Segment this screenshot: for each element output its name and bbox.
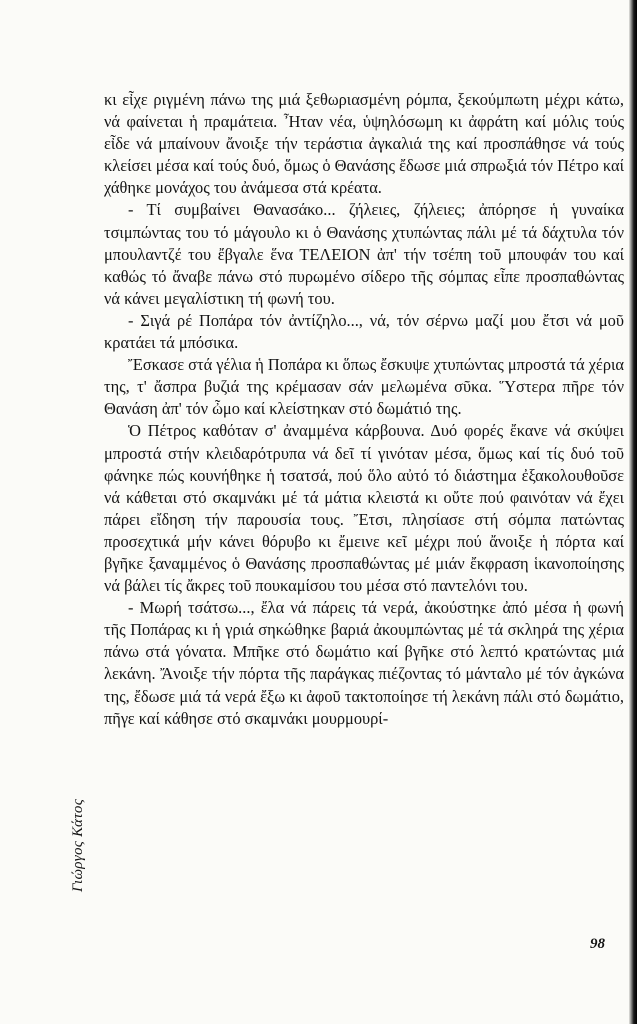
paragraph: Ἔσκασε στά γέλια ἡ Ποπάρα κι ὅπως ἔσκυψε χτυπώντας μπροστά τά χέρια της, τ' ἄσπρα βυζιά της κρέμασαν σάν μελωμένα σῦκα. Ὕστερα πῆρε τόν Θανάση ἀπ' τόν ὦμο καί κλείστηκαν στό δωμάτιό της. (104, 355, 624, 419)
paragraph: - Μωρή τσάτσω..., ἔλα νά πάρεις τά νερά, ἀκούστηκε ἀπό μέσα ἡ φωνή τῆς Ποπάρας κι ἡ γριά σηκώθηκε βαριά ἀκουμπώντας μέ τά σκληρά της χέρια πάνω στά γόνατα. Μπῆκε στό δωμάτιο καί βγῆκε στό λεπτό κρατώντας μιά λεκάνη. Ἄνοιξε τήν πόρτα τῆς παράγκας πιέζοντας τό μάνταλο μέ τόν ἀγκώνα της, ἔδωσε μιά τά νερά ἔξω κι ἀφοῦ τακτοποίησε τή λεκάνη πάλι στό δωμάτιο, πῆγε καί κάθησε στό σκαμνάκι μουρμουρί- (104, 598, 624, 728)
paragraph: Ὁ Πέτρος καθόταν σ' ἀναμμένα κάρβουνα. Δυό φορές ἔκανε νά σκύψει μπροστά στήν κλειδαρότρυπα νά δεῖ τί γινόταν μέσα, ὅμως καί τίς δυό τοῦ φάνηκε πώς κουνήθηκε ἡ τσατσά, πού ὅλο αὐτό τό διάστημα ἐξακολουθοῦσε νά κάθεται στό σκαμνάκι μέ τά μάτια κλειστά κι οὔτε πού φαινόταν νά ἔχει πάρει εἴδηση τήν παρουσία τους. Ἔτσι, πλησίασε στή σόμπα πατώντας προσεχτικά μήν κάνει θόρυβο κι ἔμεινε κεῖ μέχρι πού ἄνοιξε ἡ πόρτα καί βγῆκε ξαναμμένος ὁ Θανάσης προσπαθώντας μέ μιάν ἔκφραση ἱκανοποίησης νά βάλει τίς ἄκρες τοῦ πουκαμίσου του μέσα στό παντελόνι του. (104, 421, 624, 596)
paragraph: - Σιγά ρέ Ποπάρα τόν ἀντίζηλο..., νά, τόν σέρνω μαζί μου ἔτσι νά μοῦ κρατάει τά μπόσικα. (104, 310, 624, 353)
paragraph: κι εἶχε ριγμένη πάνω της μιά ξεθωριασμένη ρόμπα, ξεκούμπωτη μέχρι κάτω, νά φαίνεται ἡ πραμάτεια. Ἦταν νέα, ὑψηλόσωμη κι ἀφράτη καί μόλις τούς εἶδε νά μπαίνουν ἄνοιξε τήν τεράστια ἀγκαλιά της καί προσπάθησε νά τούς κλείσει μέσα καί τούς δυό, ὅμως ὁ Θανάσης ἔδωσε μιά σπρωξιά τόν Πέτρο καί χάθηκε μονάχος του ἀνάμεσα στά κρέατα. (104, 90, 624, 198)
page-edge-shadow (629, 0, 637, 1024)
running-head-author: Γιώργος Κάτος (70, 798, 86, 892)
page-number: 98 (590, 936, 605, 952)
paragraph: - Τί συμβαίνει Θανασάκο... ζήλειες, ζήλειες; ἀπόρησε ἡ γυναίκα τσιμπώντας του τό μάγουλο κι ὁ Θανάσης χτυπώντας πάλι μέ τά δάχτυλα τόν μπουλαντζέ του ἔβγαλε ἕνα ΤΕΛΕΙΟΝ ἀπ' τήν τσέπη τοῦ μπουφάν του καί καθώς τό ἄναβε πάνω στό πυρωμένο σίδερο τῆς σόμπας εἶπε προσπαθώντας νά κάνει μεγαλίστικη τή φωνή του. (104, 200, 624, 308)
body-text (104, 89, 624, 730)
